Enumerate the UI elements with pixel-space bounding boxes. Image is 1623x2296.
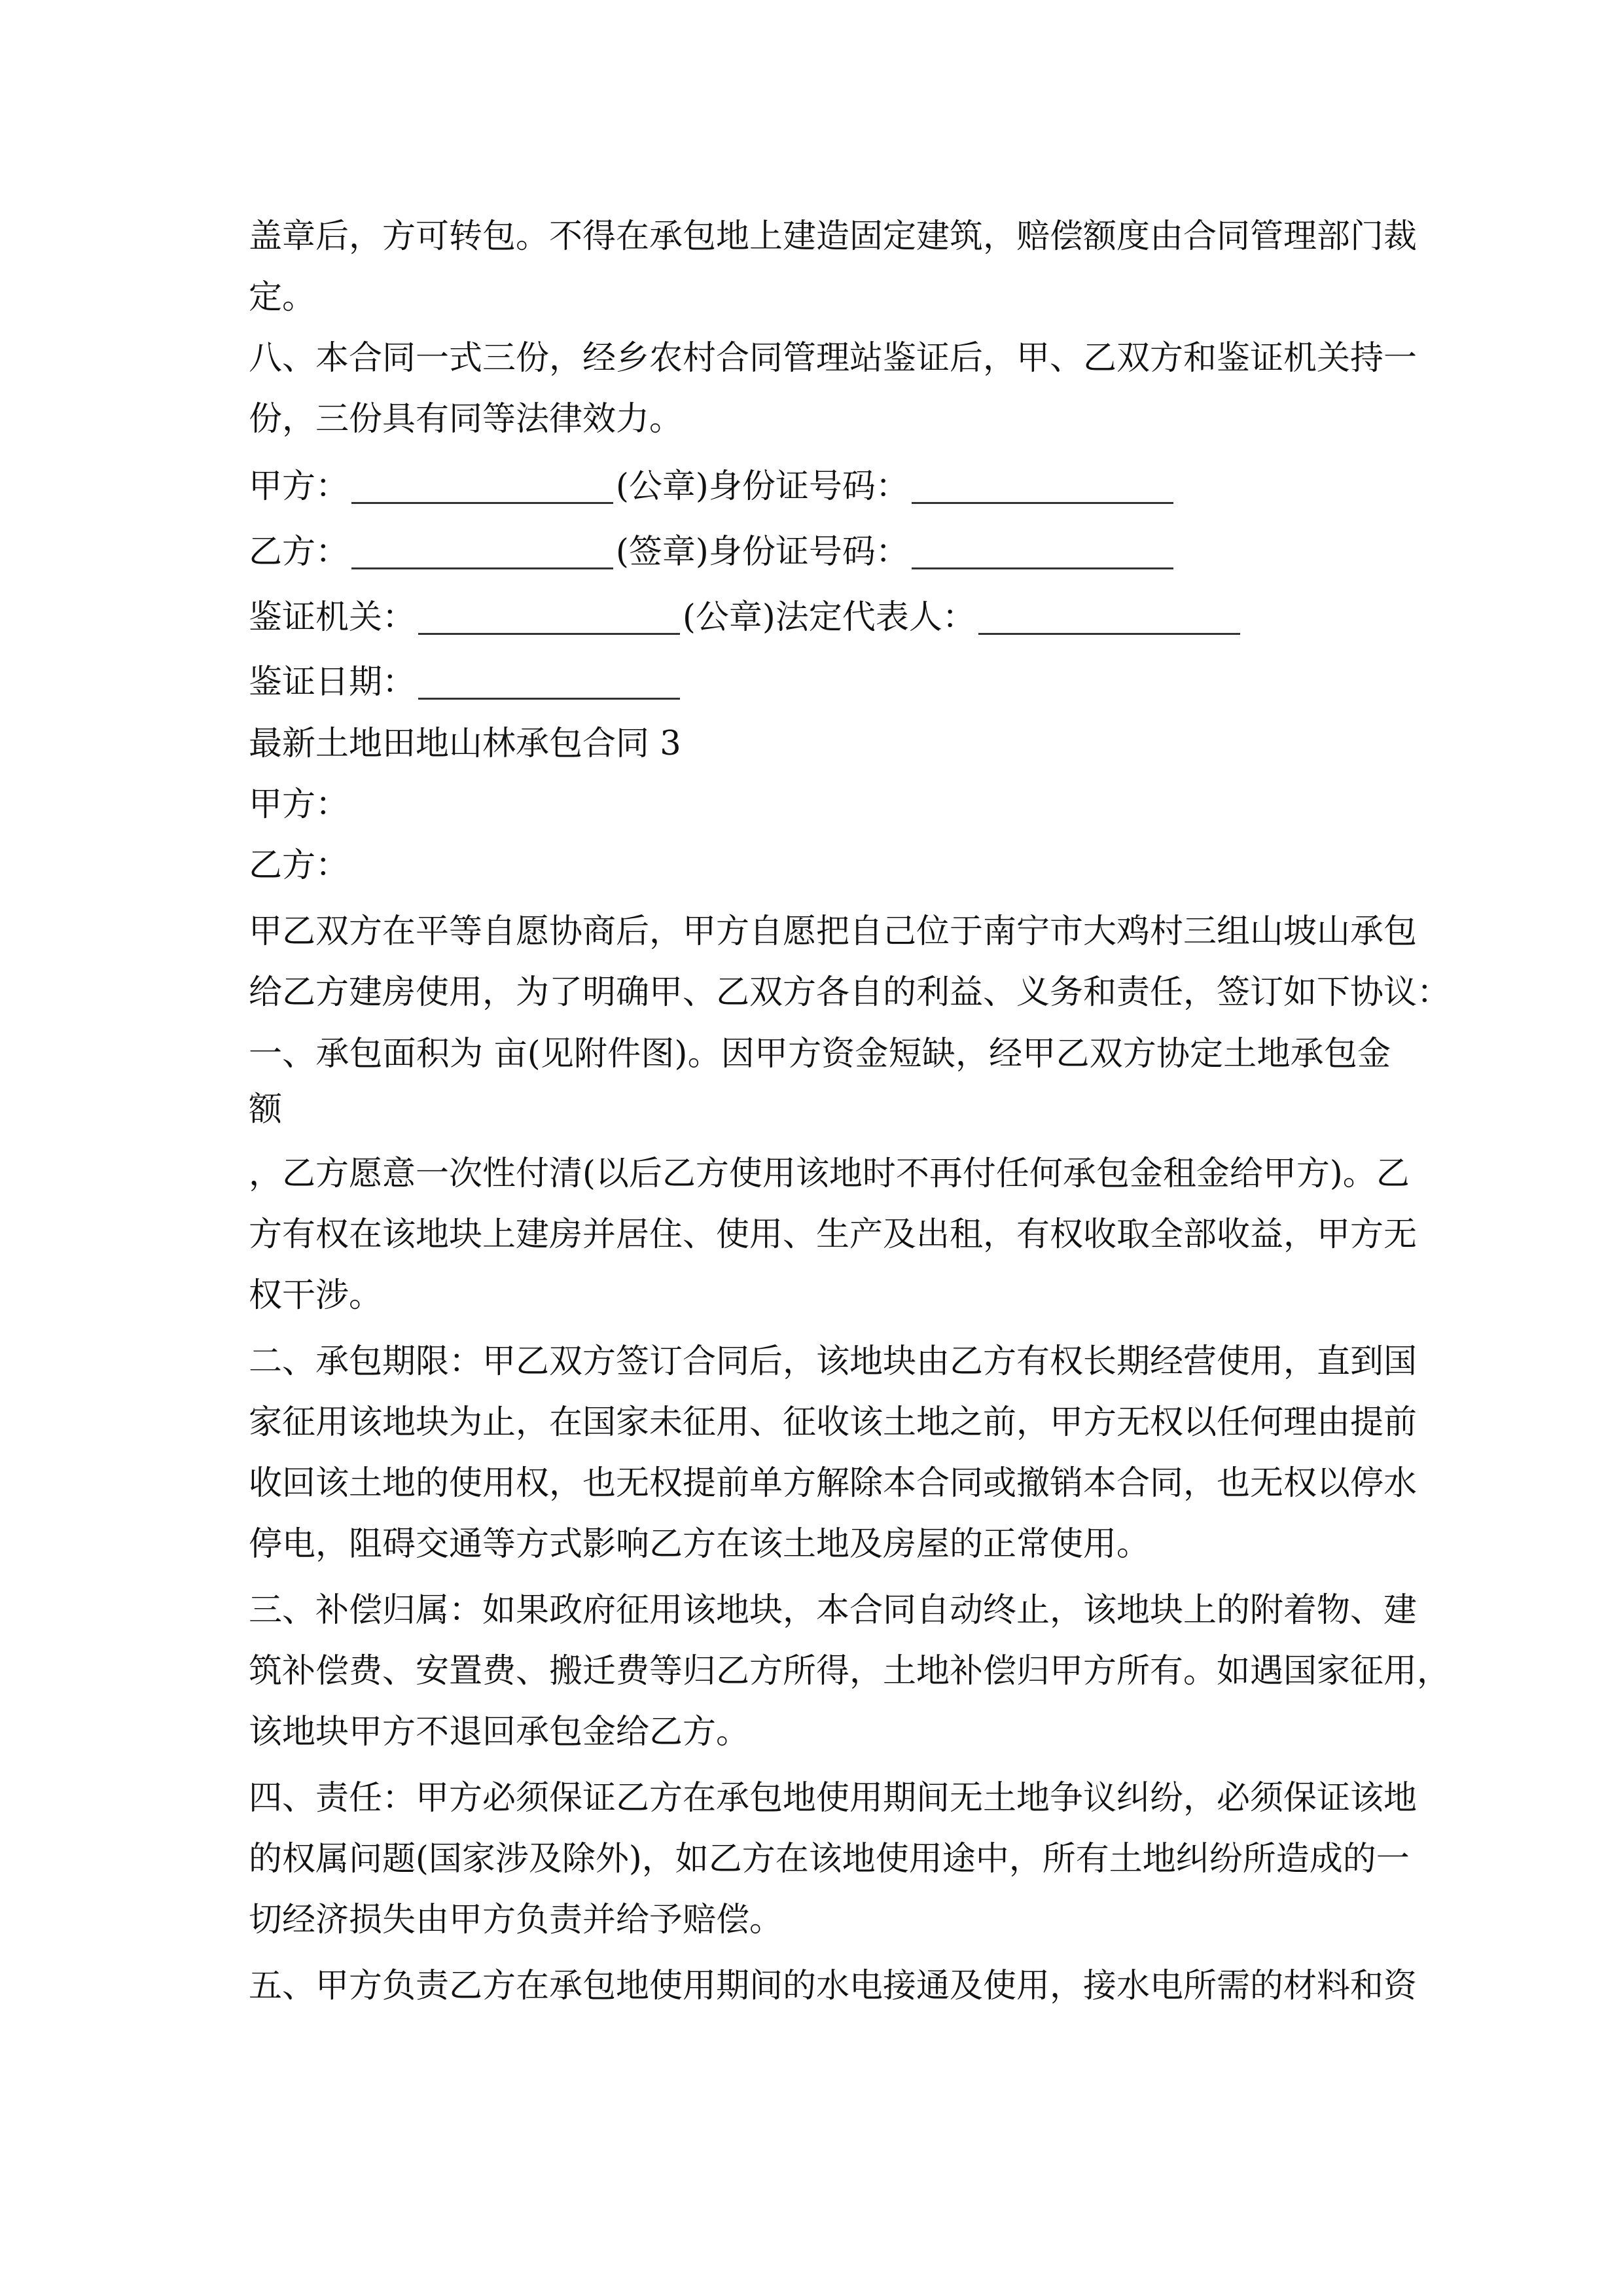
paragraph-line: 定。 xyxy=(249,278,316,317)
party-a-heading: 甲方： xyxy=(249,785,349,824)
paragraph-line: 收回该土地的使用权，也无权提前单方解除本合同或撤销本合同，也无权以停水 xyxy=(249,1464,1418,1503)
authority-label: 鉴证机关： xyxy=(249,598,416,637)
paragraph-line: 甲乙双方在平等自愿协商后，甲方自愿把自己位于南宁市大鸡村三组山坡山承包 xyxy=(249,912,1418,951)
paragraph-line: 份，三份具有同等法律效力。 xyxy=(249,400,683,439)
section-title: 最新土地田地山林承包合同 3 xyxy=(249,725,681,763)
party-b-name-blank xyxy=(351,567,613,569)
party-b-label: 乙方： xyxy=(249,533,349,571)
signature-line-date xyxy=(249,662,683,702)
date-blank xyxy=(418,698,680,700)
paragraph-line: 一、承包面积为 亩(见附件图)。因甲方资金短缺，经甲乙双方协定土地承包金 xyxy=(249,1035,1391,1073)
party-b-id-label: 身份证号码： xyxy=(708,533,909,571)
paragraph-line: 二、承包期限：甲乙双方签订合同后，该地块由乙方有权长期经营使用，直到国 xyxy=(249,1342,1418,1381)
party-a-seal: (公章) xyxy=(616,467,709,506)
signature-line-party-a xyxy=(249,467,1176,507)
party-b-seal: (签章) xyxy=(616,533,709,571)
authority-rep-blank xyxy=(978,633,1240,635)
paragraph-line: 方有权在该地块上建房并居住、使用、生产及出租，有权收取全部收益，甲方无 xyxy=(249,1215,1418,1254)
signature-line-party-b xyxy=(249,532,1176,572)
signature-line-authority xyxy=(249,598,1243,637)
date-label: 鉴证日期： xyxy=(249,663,416,702)
paragraph-line: 四、责任：甲方必须保证乙方在承包地使用期间无土地争议纠纷，必须保证该地 xyxy=(249,1779,1418,1818)
paragraph-line: 盖章后，方可转包。不得在承包地上建造固定建筑，赔偿额度由合同管理部门裁 xyxy=(249,217,1418,256)
authority-name-blank xyxy=(418,633,680,635)
party-a-id-blank xyxy=(912,502,1173,504)
party-b-id-blank xyxy=(912,567,1173,569)
paragraph-line: 的权属问题(国家涉及除外)，如乙方在该地使用途中，所有土地纠纷所造成的一 xyxy=(249,1840,1410,1878)
paragraph-line: 三、补偿归属：如果政府征用该地块，本合同自动终止，该地块上的附着物、建 xyxy=(249,1591,1418,1630)
party-a-name-blank xyxy=(351,502,613,504)
paragraph-line: ，乙方愿意一次性付清(以后乙方使用该地时不再付任何承包金租金给甲方)。乙 xyxy=(249,1155,1410,1193)
paragraph-line: 五、甲方负责乙方在承包地使用期间的水电接通及使用，接水电所需的材料和资 xyxy=(249,1967,1418,2005)
paragraph-line: 八、本合同一式三份，经乡农村合同管理站鉴证后，甲、乙双方和鉴证机关持一 xyxy=(249,339,1418,378)
authority-rep-label: 法定代表人： xyxy=(775,598,976,637)
paragraph-line: 切经济损失由甲方负责并给予赔偿。 xyxy=(249,1901,783,1939)
paragraph-line: 家征用该地块为止，在国家未征用、征收该土地之前，甲方无权以任何理由提前 xyxy=(249,1403,1418,1442)
authority-seal: (公章) xyxy=(683,598,776,637)
paragraph-line: 权干涉。 xyxy=(249,1276,383,1315)
paragraph-line: 给乙方建房使用，为了明确甲、乙双方各自的利益、义务和责任，签订如下协议： xyxy=(249,973,1451,1012)
paragraph-line: 停电，阻碍交通等方式影响乙方在该土地及房屋的正常使用。 xyxy=(249,1525,1150,1564)
paragraph-line: 额 xyxy=(249,1090,283,1129)
paragraph-line: 该地块甲方不退回承包金给乙方。 xyxy=(249,1713,750,1751)
paragraph-line: 筑补偿费、安置费、搬迁费等归乙方所得，土地补偿归甲方所有。如遇国家征用， xyxy=(249,1652,1451,1691)
party-b-heading: 乙方： xyxy=(249,846,349,885)
party-a-label: 甲方： xyxy=(249,467,349,506)
party-a-id-label: 身份证号码： xyxy=(708,467,909,506)
